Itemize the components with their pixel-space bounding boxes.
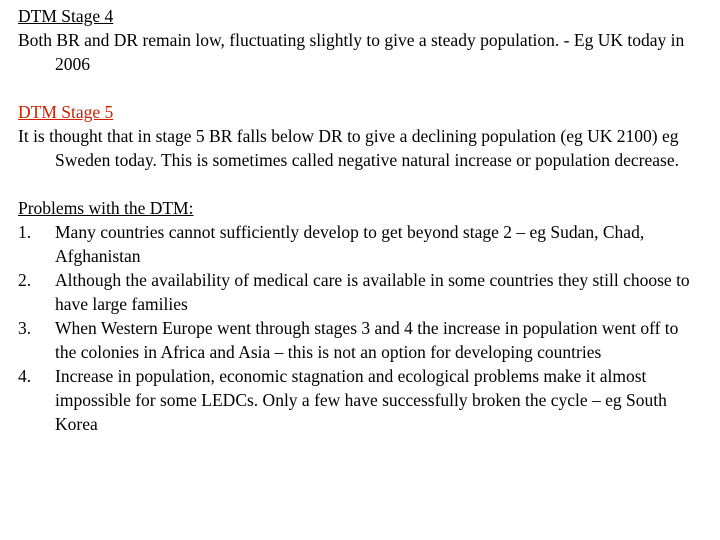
problems-section [18, 196, 698, 436]
stage4-heading: DTM Stage 4 [18, 6, 114, 26]
list-item-number: 2. [18, 270, 32, 290]
list-item [18, 316, 698, 364]
problems-heading: Problems with the DTM: [18, 198, 194, 218]
list-item [18, 364, 698, 436]
list-item-text: Increase in population, economic stagnation and ecological problems make it almost impossible for some LEDCs. Only a few have successfully broken the cycle – eg South Korea [55, 366, 667, 434]
stage4-text: Both BR and DR remain low, fluctuating slightly to give a steady population. - Eg UK today in 2006 [18, 30, 685, 74]
list-item-text: When Western Europe went through stages 3 and 4 the increase in population went off to the colonies in Africa and Asia – this is not an option for developing countries [55, 318, 679, 362]
list-item-text: Many countries cannot sufficiently develop to get beyond stage 2 – eg Sudan, Chad, Afghanistan [55, 222, 645, 266]
spacer [18, 76, 698, 100]
list-item-text: Although the availability of medical care is available in some countries they still choose to have large families [55, 270, 690, 314]
stage5-heading: DTM Stage 5 [18, 102, 114, 122]
stage5-text: It is thought that in stage 5 BR falls below DR to give a declining population (eg UK 2100) eg Sweden today. This is sometimes called negative natural increase or population decrease. [18, 126, 679, 170]
spacer [18, 172, 698, 196]
problems-list [18, 220, 698, 436]
stage5-section [18, 100, 698, 172]
stage4-section [18, 4, 698, 76]
list-item-number: 4. [18, 366, 32, 386]
list-item-number: 3. [18, 318, 32, 338]
list-item-number: 1. [18, 222, 32, 242]
list-item [18, 268, 698, 316]
slide-content [18, 4, 698, 436]
list-item [18, 220, 698, 268]
